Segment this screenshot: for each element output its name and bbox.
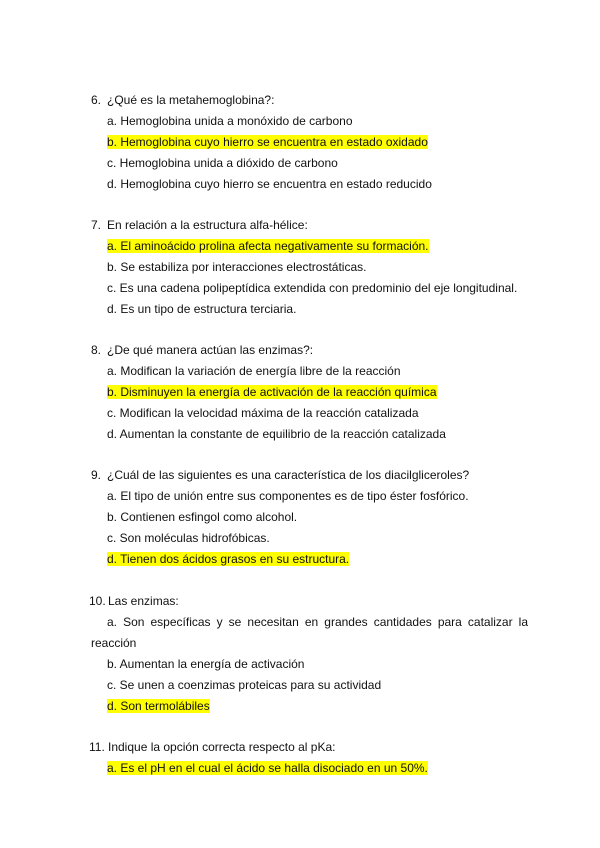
option-text: d. Tienen dos ácidos grasos en su estructura. — [107, 552, 350, 566]
option-text: reacción — [91, 636, 137, 650]
option-b-highlighted — [107, 384, 437, 400]
question-number: 11. — [89, 740, 105, 754]
question-text: ¿Qué es la metahemoglobina?: — [107, 93, 275, 107]
option-c — [107, 155, 338, 171]
option-text: a. El tipo de unión entre sus componentes es de tipo éster fosfórico. — [107, 489, 469, 503]
question-text: ¿Cuál de las siguientes es una característica de los diacilgliceroles? — [107, 468, 470, 482]
option-text: c. Hemoglobina unida a dióxido de carbono — [107, 156, 338, 170]
option-c — [107, 530, 270, 546]
option-text: b. Disminuyen la energía de activación de la reacción química — [107, 385, 437, 399]
option-text: a. Es el pH en el cual el ácido se halla disociado en un 50%. — [107, 761, 428, 775]
option-text: a. Hemoglobina unida a monóxido de carbono — [107, 114, 353, 128]
option-d — [107, 426, 446, 442]
option-c — [107, 405, 419, 421]
option-d-highlighted — [107, 698, 210, 714]
option-a — [107, 363, 401, 379]
option-d — [107, 301, 296, 317]
option-a-continuation — [91, 635, 136, 651]
question-text: Indique la opción correcta respecto al pKa: — [108, 740, 336, 754]
option-text: b. Hemoglobina cuyo hierro se encuentra en estado oxidado — [107, 135, 428, 149]
option-b-highlighted — [107, 134, 428, 150]
option-b — [107, 259, 366, 275]
question-text: ¿De qué manera actúan las enzimas?: — [107, 343, 314, 357]
question-number: 9. — [91, 468, 102, 482]
option-text: d. Hemoglobina cuyo hierro se encuentra en estado reducido — [107, 177, 432, 191]
option-text: c. Son moléculas hidrofóbicas. — [107, 531, 270, 545]
option-text: b. Se estabiliza por interacciones electrostáticas. — [107, 260, 367, 274]
option-text: c. Se unen a coenzimas proteicas para su actividad — [107, 678, 382, 692]
option-text: b. Contienen esfingol como alcohol. — [107, 510, 298, 524]
question-number: 8. — [91, 343, 102, 357]
option-c — [107, 280, 517, 296]
option-text: d. Aumentan la constante de equilibrio de la reacción catalizada — [107, 427, 446, 441]
question-number: 7. — [91, 218, 102, 232]
option-text: c. Modifican la velocidad máxima de la reacción catalizada — [107, 406, 419, 420]
question-text: En relación a la estructura alfa-hélice: — [107, 218, 308, 232]
option-text: d. Son termolábiles — [107, 699, 210, 713]
option-text: b. Aumentan la energía de activación — [107, 657, 305, 671]
option-d — [107, 176, 432, 192]
option-text: a. Modifican la variación de energía libre de la reacción — [107, 364, 401, 378]
option-text: c. Es una cadena polipeptídica extendida con predominio del eje longitudinal. — [107, 281, 518, 295]
question-text: Las enzimas: — [108, 594, 179, 608]
option-text: a. El aminoácido prolina afecta negativamente su formación. — [107, 239, 429, 253]
option-a — [107, 113, 353, 129]
option-a-highlighted — [107, 760, 428, 776]
option-b — [107, 656, 304, 672]
question-number: 6. — [91, 93, 102, 107]
option-a — [107, 614, 528, 630]
option-d-highlighted — [107, 551, 349, 567]
option-a-highlighted — [107, 238, 429, 254]
option-text: a. Son específicas y se necesitan en grandes cantidades para catalizar la — [107, 615, 528, 629]
option-a — [107, 488, 469, 504]
option-b — [107, 509, 297, 525]
question-number: 10. — [89, 594, 106, 608]
option-text: d. Es un tipo de estructura terciaria. — [107, 302, 297, 316]
option-c — [107, 677, 381, 693]
